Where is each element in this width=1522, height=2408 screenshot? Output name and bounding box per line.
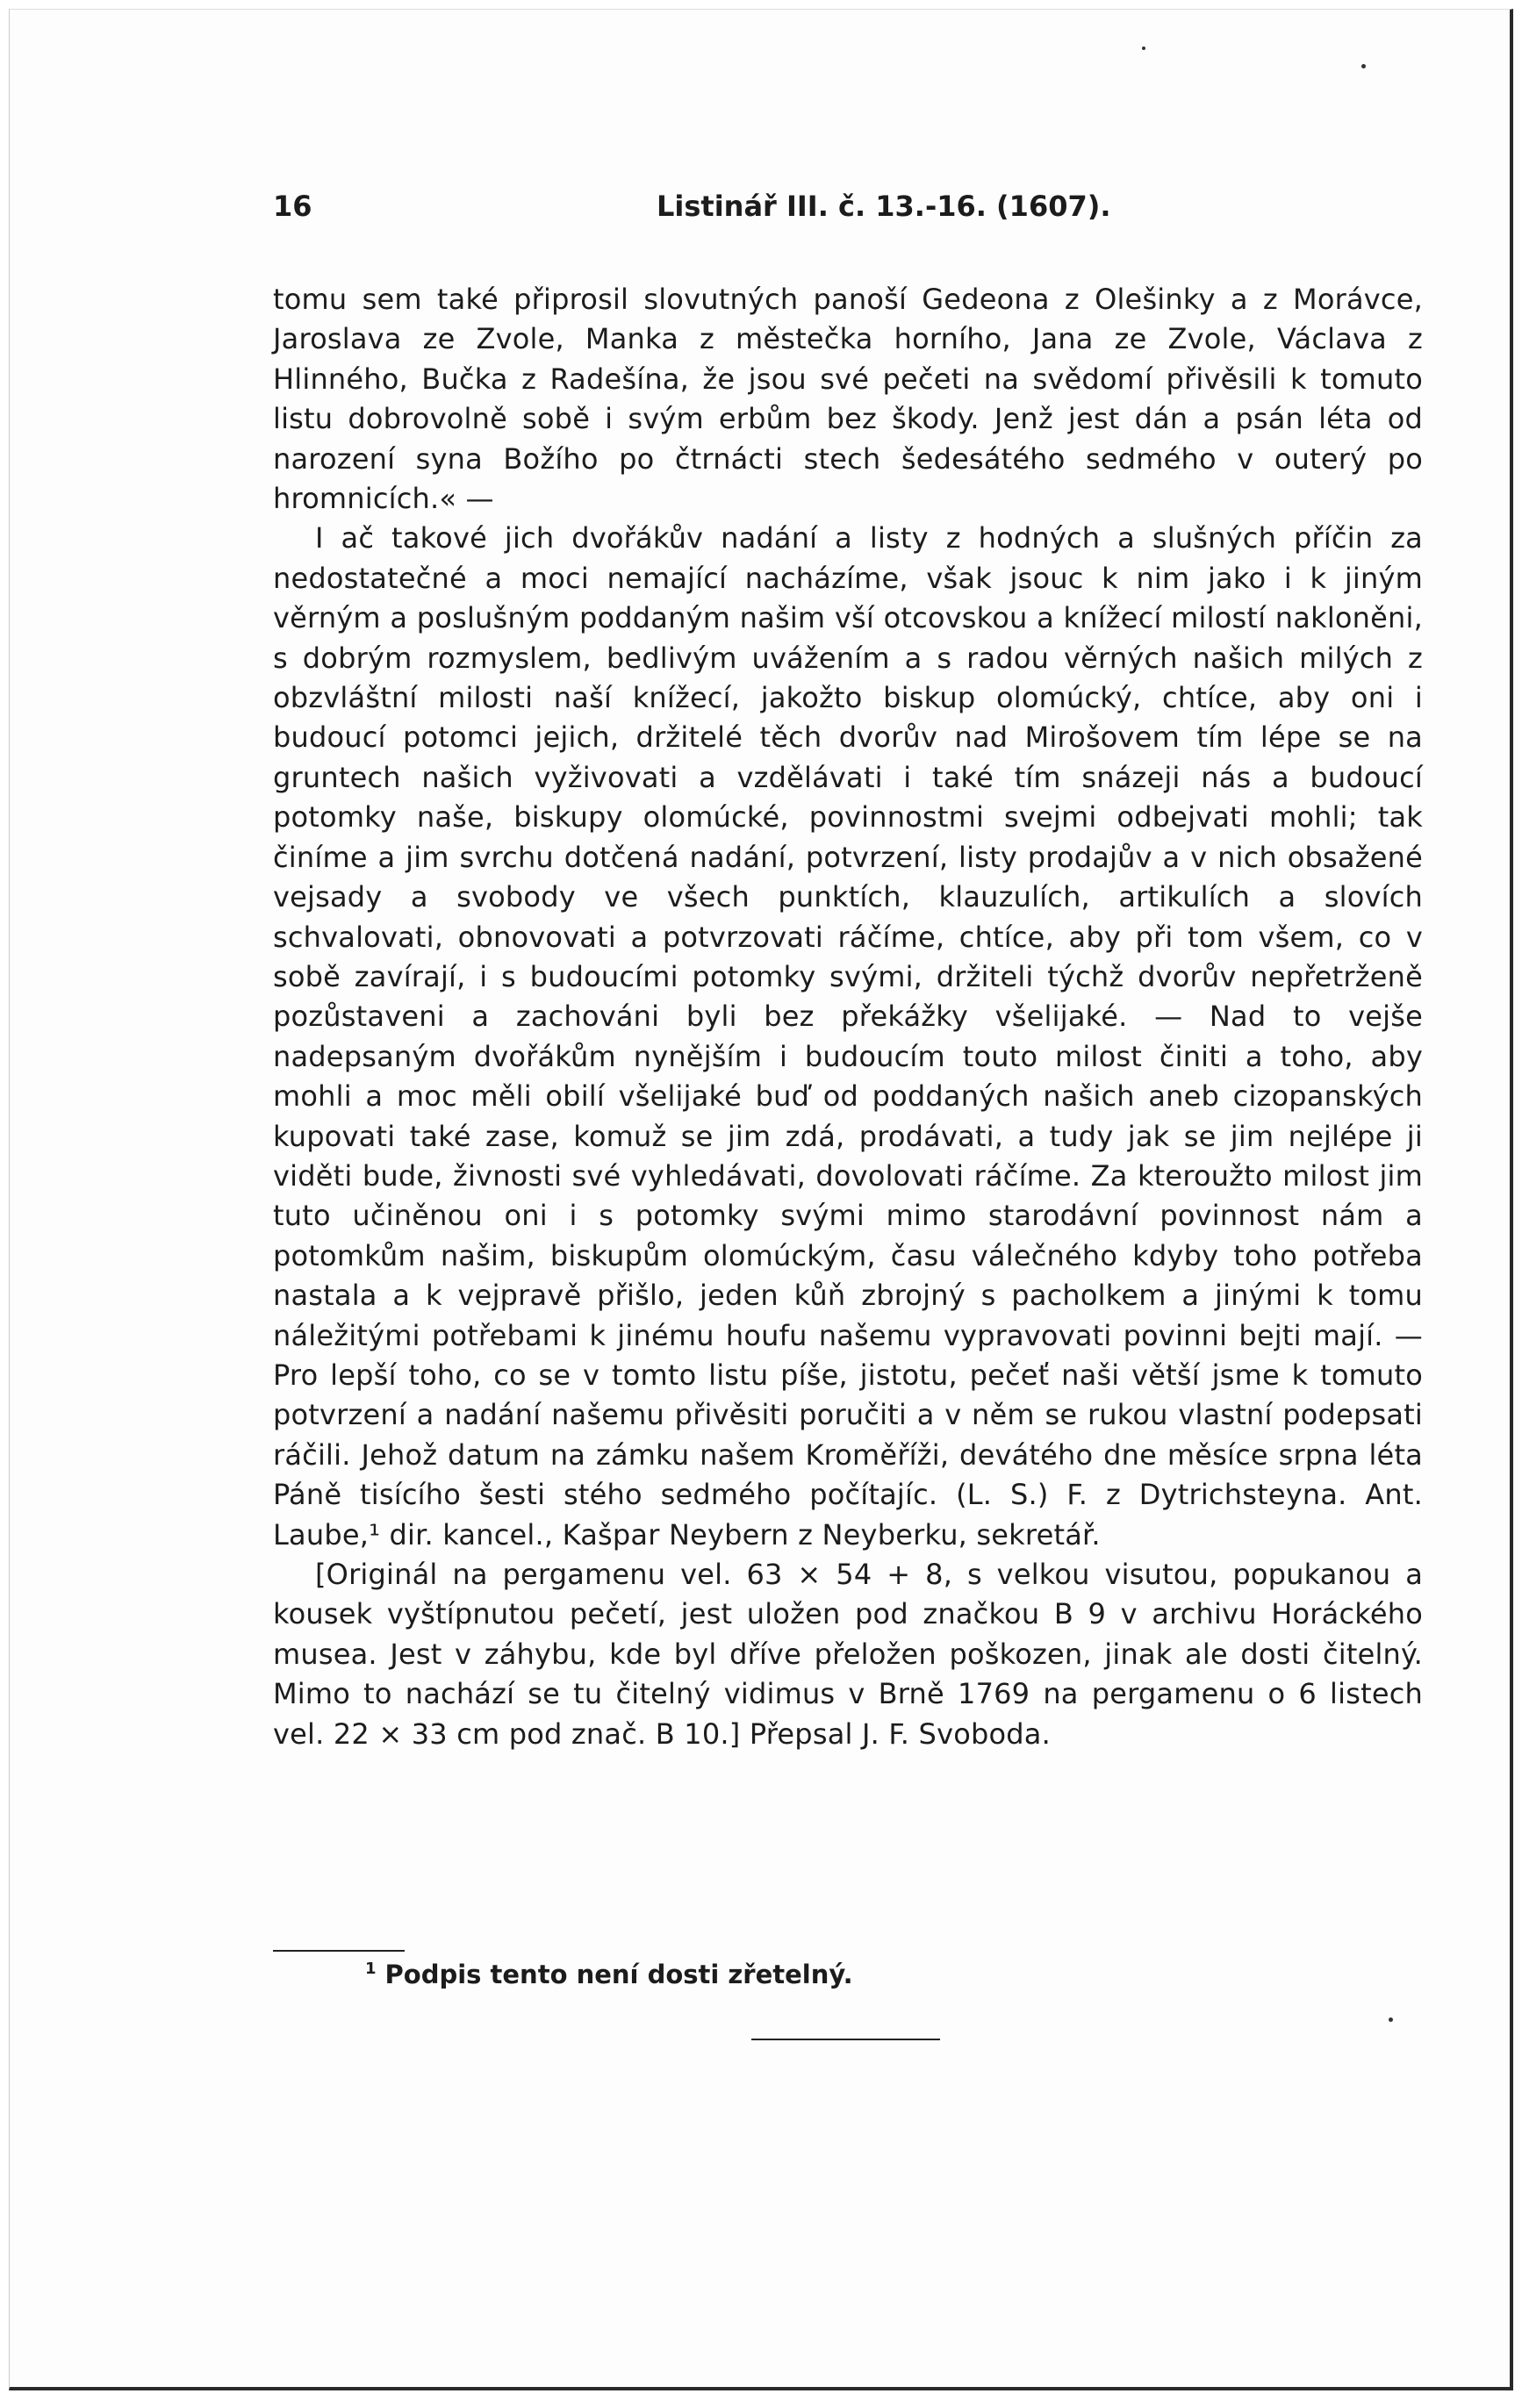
running-title: Listinář III. č. 13.-16. (1607). [657,190,1111,223]
footnote-divider [273,1950,405,1952]
scan-speck [1361,64,1366,68]
footnote-text: Podpis tento není dosti zřetelný. [384,1960,853,1989]
footnote-marker: 1 [365,1960,377,1978]
end-rule [751,2039,940,2040]
paragraph-2: I ač takové jich dvořákův nadání a listy z hodných a slušných příčin za nedostatečné a moci nemající nacházíme, však jsouc k nim jako i k jiným věrným a poslušným poddaným našim vší otcovskou a knížecí milostí nakloněni, s dobrým rozmyslem, bedlivým uvážením a s radou věrných našich milých z obzvláštní milosti naší knížecí, jakožto biskup olomúcký, chtíce, aby oni i budoucí potomci jejich, držitelé těch dvorův nad Mirošovem tím lépe se na gruntech našich vyživovati a vzdělávati i také tím snázeji nás a budoucí potomky naše, biskupy olomúcké, povinnostmi svejmi odbejvati mohli; tak činíme a jim svrchu dotčená nadání, potvrzení, listy prodajův a v nich obsažené vejsady a svobody ve všech punktích, klauzulích, artikulích a slovích schvalovati, obnovovati a potvrzovati ráčíme, chtíce, aby při tom všem, co v sobě zavírají, i s budoucími potomky svými, držiteli týchž dvorův nepřetrženě pozůstaveni a zachováni byli bez překážky všelijaké. — Nad to vejše nadepsaným dvořákům nynějším i budoucím touto milost činiti a toho, aby mohli a moc měli obilí všelijaké buď od poddaných našich aneb cizopanských kupovati také zase, komuž se jim zdá, prodávati, a tudy jak se jim nejlépe ji viděti bude, živnosti své vyhledávati, dovolovati ráčíme. Za kteroužto milost jim tuto učiněnou oni i s potomky svými mimo starodávní povinnost nám a potomkům našim, biskupům olomúckým, času válečného kdyby toho potřeba nastala a k vejpravě přišlo, jeden kůň zbrojný s pacholkem a jinými k tomu náležitými potřebami k jinému houfu našemu vypravovati povinni bejti mají. — Pro lepší toho, co se v tomto listu píše, jistotu, pečeť naši větší jsme k tomuto potvrzení a nadání našemu přivěsiti poručiti a v něm se rukou vlastní podepsati ráčili. Jehož datum na zámku našem Kroměříži, devátého dne měsíce srpna léta Páně tisícího šesti stého sedmého počítajíc. (L. S.) F. z Dytrichsteyna. Ant. Laube,¹ dir. kancel., Kašpar Neybern z Neyberku, sekretář. [273,521,1423,1552]
page-header [273,190,1155,233]
paragraph-3: [Originál na pergamenu vel. 63 × 54 + 8, s velkou visutou, popukanou a kousek vyštípnutou pečetí, jest uložen pod značkou B 9 v archivu Horáckého musea. Jest v záhybu, kde byl dříve přeložen poškozen, jinak ale dosti čitelný. Mimo to nachází se tu čitelný vidimus v Brně 1769 na pergamenu o 6 listech vel. 22 × 33 cm pod znač. B 10.] Přepsal J. F. Svoboda. [273,1558,1423,1751]
page-number: 16 [273,190,312,223]
main-text [273,280,1423,1754]
scanned-page [9,9,1513,2390]
scan-speck [1389,2017,1393,2022]
footnote [365,1960,853,1989]
scan-speck [1142,47,1145,50]
paragraph-1: tomu sem také připrosil slovutných panoší Gedeona z Olešinky a z Morávce, Jaroslava ze Zvole, Manka z městečka horního, Jana ze Zvole, Václava z Hlinného, Bučka z Radešína, že jsou své pečeti na svědomí přivěsili k tomuto listu dobrovolně sobě i svým erbům bez škody. Jenž jest dán a psán léta od narození syna Božího po čtrnácti stech šedesátého sedmého v outerý po hromnicích.« — [273,283,1423,516]
